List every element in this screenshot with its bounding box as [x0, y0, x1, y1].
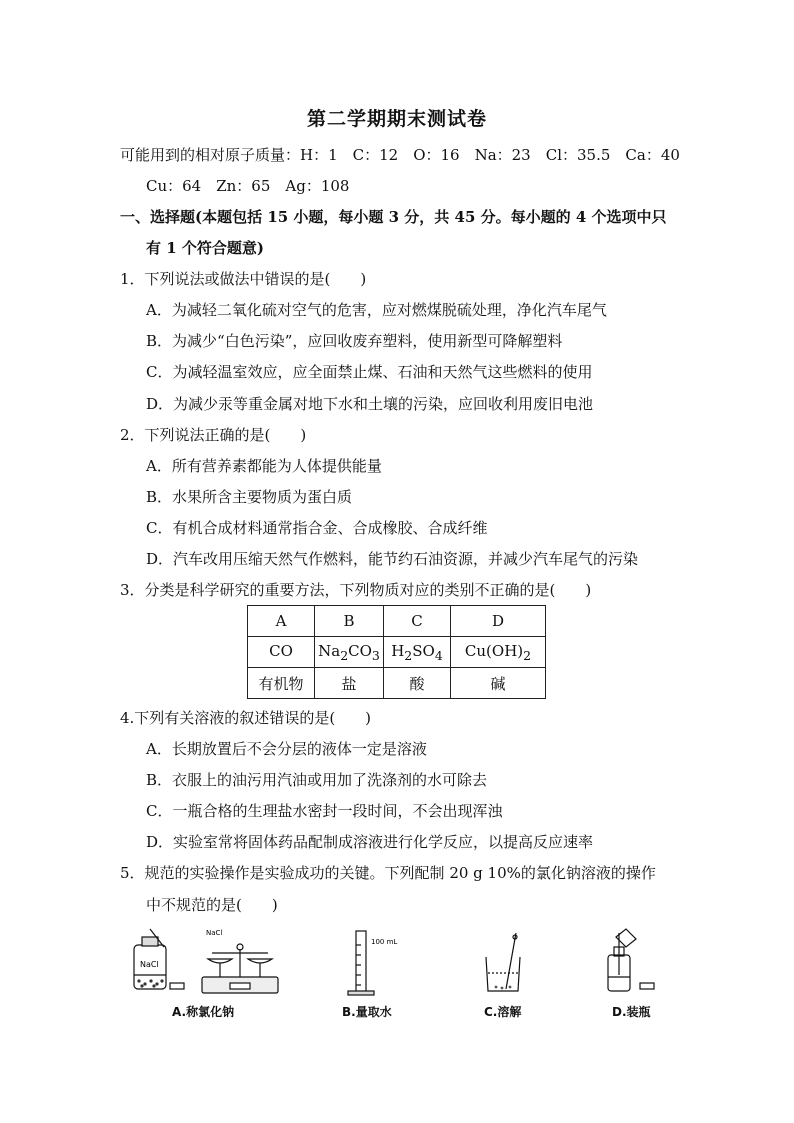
table-row [248, 606, 546, 637]
q1-option-c: C．为减轻温室效应，应全面禁止煤、石油和天然气这些燃料的使用 [146, 363, 593, 381]
q2-option-b: B．水果所含主要物质为蛋白质 [146, 488, 353, 506]
nacl-bottle-label: NaCl [140, 960, 159, 969]
page-title: 第二学期期末测试卷 [306, 108, 487, 130]
q4-option-d: D．实验室常将固体药品配制成溶液进行化学反应，以提高反应速率 [146, 833, 594, 851]
q5-stem-cont: 中不规范的是( ) [146, 896, 278, 914]
q2-option-c: C．有机合成材料通常指合金、合成橡胶、合成纤维 [146, 519, 488, 537]
q5-stem: 5．规范的实验操作是实验成功的关键。下列配制 20 g 10%的氯化钠溶液的操作 [120, 864, 656, 882]
q4-stem: 4.下列有关溶液的叙述错误的是( ) [120, 709, 372, 727]
table-header-cell: D [451, 606, 546, 637]
section-heading: 一、选择题(本题包括 15 小题，每小题 3 分，共 45 分。每小题的 4 个选项中只 [120, 208, 667, 226]
pouring-bottle-icon [608, 929, 654, 991]
section-heading-cont: 有 1 个符合题意) [146, 239, 264, 257]
q1-option-d: D．为减少汞等重金属对地下水和土壤的污染，应回收利用废旧电池 [146, 395, 594, 413]
table-header-cell: C [384, 606, 451, 637]
experiment-figures [120, 925, 680, 1025]
figure-caption-a: A.称氯化钠 [172, 1005, 235, 1019]
q4-option-a: A．长期放置后不会分层的液体一定是溶液 [146, 740, 427, 758]
beaker-icon [486, 933, 520, 991]
q1-stem: 1．下列说法或做法中错误的是( ) [120, 270, 367, 288]
formula-cell: $H_2SO_4$ [384, 637, 451, 668]
table-header-cell: A [248, 606, 315, 637]
q2-option-d: D．汽车改用压缩天然气作燃料，能节约石油资源，并减少汽车尾气的污染 [146, 550, 639, 568]
lab-apparatus-illustration [120, 925, 680, 1003]
q3-stem: 3．分类是科学研究的重要方法，下列物质对应的类别不正确的是( ) [120, 581, 592, 599]
q1-option-a: A．为减轻二氧化硫对空气的危害，应对燃煤脱硫处理，净化汽车尾气 [146, 301, 607, 319]
formula-cell: $Cu(OH)_2$ [451, 637, 546, 668]
q4-option-b: B．衣服上的油污用汽油或用加了洗涤剂的水可除去 [146, 771, 488, 789]
category-cell: 碱 [451, 668, 546, 699]
atomic-masses-line1: 可能用到的相对原子质量：H：1 C：12 O：16 Na：23 Cl：35.5 Ca：40 [120, 146, 680, 164]
category-cell: 酸 [384, 668, 451, 699]
q1-option-b: B．为减少“白色污染”，应回收废弃塑料，使用新型可降解塑料 [146, 332, 563, 350]
q2-option-a: A．所有营养素都能为人体提供能量 [146, 457, 382, 475]
q4-option-c: C．一瓶合格的生理盐水密封一段时间，不会出现浑浊 [146, 802, 503, 820]
figure-caption-b: B.量取水 [342, 1005, 392, 1019]
category-cell: 有机物 [248, 668, 315, 699]
classification-table [247, 605, 546, 699]
reagent-bottle-icon [134, 929, 184, 989]
table-header-cell: B [315, 606, 384, 637]
nacl-balance-label: NaCl [206, 929, 223, 937]
atomic-masses-line2: Cu：64 Zn：65 Ag：108 [146, 177, 350, 195]
q2-stem: 2．下列说法正确的是( ) [120, 426, 307, 444]
category-cell: 盐 [315, 668, 384, 699]
formula-cell: $Na_2CO_3$ [315, 637, 384, 668]
cylinder-volume-label: 100 mL [371, 938, 398, 946]
table-row [248, 637, 546, 668]
figure-caption-d: D.装瓶 [612, 1005, 651, 1019]
figure-caption-c: C.溶解 [484, 1005, 522, 1019]
formula-cell: CO [248, 637, 315, 668]
balance-icon [202, 944, 278, 993]
table-row [248, 668, 546, 699]
